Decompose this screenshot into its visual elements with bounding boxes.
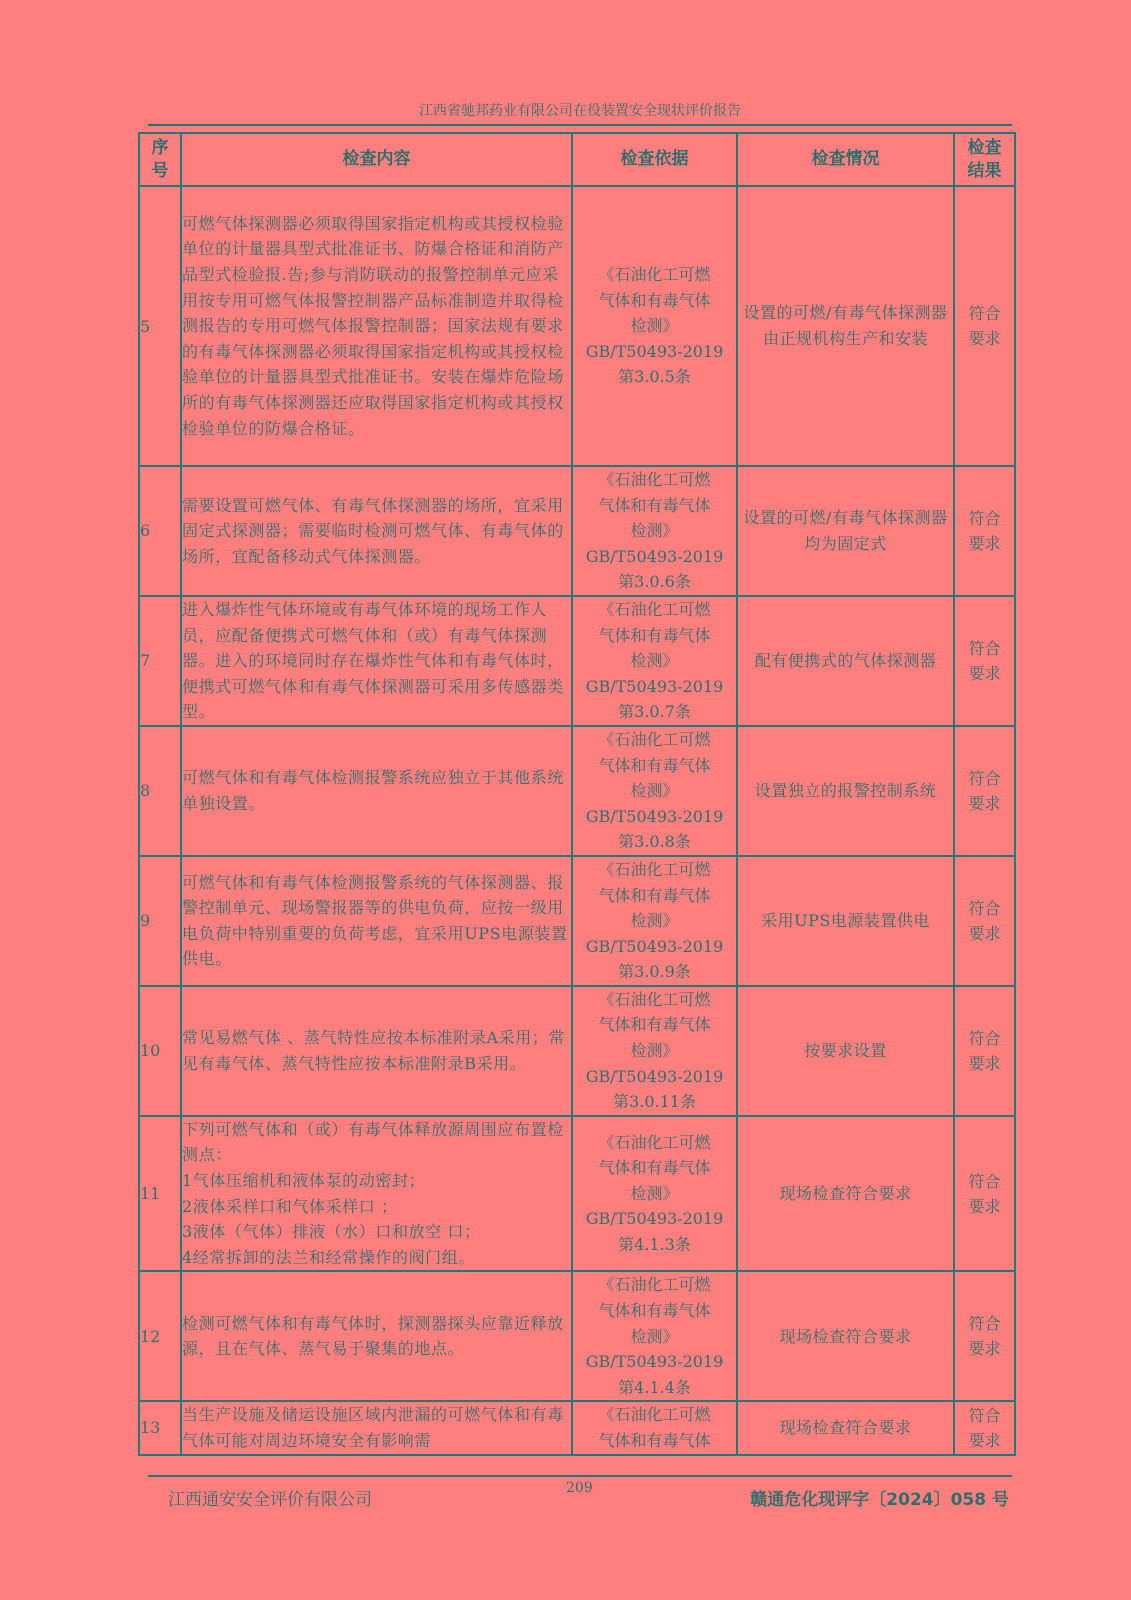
row-seq: 10 [139,986,181,1116]
row-basis: 《石油化工可燃 气体和有毒气体 检测》 GB/T50493-2019 第4.1.4条 [572,1271,737,1401]
row-result: 符合 要求 [954,856,1015,986]
row-seq: 9 [139,856,181,986]
table-row [139,186,1015,466]
row-situation: 设置独立的报警控制系统 [737,726,954,856]
footer-company: 江西通安安全评价有限公司 [168,1490,372,1510]
row-result: 符合 要求 [954,1401,1015,1454]
row-situation: 采用UPS电源装置供电 [737,856,954,986]
row-content: 检测可燃气体和有毒气体时，探测器探头应靠近释放源，且在气体、蒸气易于聚集的地点。 [181,1271,572,1401]
row-content: 下列可燃气体和（或）有毒气体释放源周围应布置检测点： 1气体压缩机和液体泵的动密封； 2液体采样口和气体采样口 ； 3液体（气体）排液（水）口和放空 口； 4经常拆卸的法兰和经常操作的阀门组。 [181,1116,572,1272]
table-row [139,1271,1015,1401]
row-result: 符合 要求 [954,1271,1015,1401]
row-result: 符合 要求 [954,596,1015,726]
header-divider [148,124,1012,126]
row-content: 可燃气体和有毒气体检测报警系统应独立于其他系统单独设置。 [181,726,572,856]
table-row [139,596,1015,726]
row-basis: 《石油化工可燃 气体和有毒气体 检测》 GB/T50493-2019 第3.0.5条 [572,186,737,466]
row-result: 符合 要求 [954,466,1015,596]
table-row [139,1401,1015,1454]
row-seq: 8 [139,726,181,856]
row-basis: 《石油化工可燃 气体和有毒气体 [572,1401,737,1454]
row-situation: 配有便携式的气体探测器 [737,596,954,726]
row-seq: 13 [139,1401,181,1454]
table-header-row [139,133,1015,186]
header-situation: 检查情况 [737,133,954,186]
row-content: 当生产设施及储运设施区域内泄漏的可燃气体和有毒气体可能对周边环境安全有影响需 [181,1401,572,1454]
row-situation: 现场检查符合要求 [737,1401,954,1454]
header-seq: 序 号 [139,133,181,186]
row-result: 符合 要求 [954,986,1015,1116]
row-content: 可燃气体和有毒气体检测报警系统的气体探测器、报警控制单元、现场警报器等的供电负荷，应按一级用电负荷中特别重要的负荷考虑，宜采用UPS电源装置供电。 [181,856,572,986]
row-content: 常见易燃气体 、蒸气特性应按本标准附录A采用；常见有毒气体、蒸气特性应按本标准附录B采用。 [181,986,572,1116]
row-basis: 《石油化工可燃 气体和有毒气体 检测》 GB/T50493-2019 第3.0.6条 [572,466,737,596]
row-seq: 12 [139,1271,181,1401]
header-content: 检查内容 [181,133,572,186]
row-content: 可燃气体探测器必须取得国家指定机构或其授权检验单位的计量器具型式批准证书、防爆合格证和消防产品型式检验报.告;参与消防联动的报警控制单元应采用按专用可燃气体报警控制器产品标准制造并取得检测报告的专用可燃气体报警控制器；国家法规有要求的有毒气体探测器必须取得国家指定机构或其授权检验单位的计量器具型式批准证书。安装在爆炸危险场所的有毒气体探测器还应取得国家指定机构或其授权检验单位的防爆合格证。 [181,186,572,466]
row-basis: 《石油化工可燃 气体和有毒气体 检测》 GB/T50493-2019 第3.0.7条 [572,596,737,726]
table-row [139,466,1015,596]
document-number: 赣通危化现评字〔2024〕058 号 [750,1490,1009,1510]
table-row [139,856,1015,986]
inspection-table [138,132,1016,1456]
row-situation: 按要求设置 [737,986,954,1116]
row-basis: 《石油化工可燃 气体和有毒气体 检测》 GB/T50493-2019 第4.1.3条 [572,1116,737,1272]
table-row [139,726,1015,856]
row-content: 需要设置可燃气体、有毒气体探测器的场所，宜采用固定式探测器；需要临时检测可燃气体、有毒气体的场所，宜配备移动式气体探测器。 [181,466,572,596]
row-basis: 《石油化工可燃 气体和有毒气体 检测》 GB/T50493-2019 第3.0.9条 [572,856,737,986]
page-number: 209 [566,1480,593,1496]
footer-divider [148,1475,1012,1477]
row-result: 符合 要求 [954,726,1015,856]
row-result: 符合 要求 [954,1116,1015,1272]
row-situation: 现场检查符合要求 [737,1271,954,1401]
row-result: 符合 要求 [954,186,1015,466]
header-basis: 检查依据 [572,133,737,186]
row-content: 进入爆炸性气体环境或有毒气体环境的现场工作人员，应配备便携式可燃气体和（或）有毒气体探测器。进入的环境同时存在爆炸性气体和有毒气体时，便携式可燃气体和有毒气体探测器可采用多传感器类型。 [181,596,572,726]
row-seq: 6 [139,466,181,596]
row-seq: 5 [139,186,181,466]
row-basis: 《石油化工可燃 气体和有毒气体 检测》 GB/T50493-2019 第3.0.11条 [572,986,737,1116]
row-seq: 11 [139,1116,181,1272]
row-basis: 《石油化工可燃 气体和有毒气体 检测》 GB/T50493-2019 第3.0.8条 [572,726,737,856]
table-row [139,986,1015,1116]
header-result: 检查 结果 [954,133,1015,186]
row-situation: 现场检查符合要求 [737,1116,954,1272]
page-header: 江西省驰邦药业有限公司在役装置安全现状评价报告 [419,103,741,119]
row-situation: 设置的可燃/有毒气体探测器由正规机构生产和安装 [737,186,954,466]
table-row [139,1116,1015,1272]
row-seq: 7 [139,596,181,726]
row-situation: 设置的可燃/有毒气体探测器均为固定式 [737,466,954,596]
